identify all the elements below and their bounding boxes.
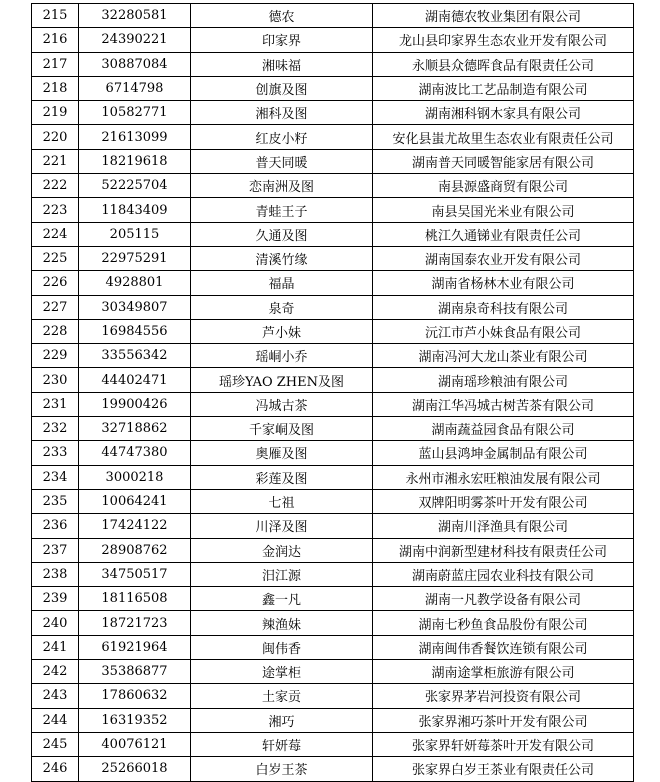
trademark-name-cell: 汨江源 — [191, 562, 373, 586]
company-name-cell: 湖南闽伟香餐饮连锁有限公司 — [373, 635, 634, 659]
trademark-name-cell: 冯城古茶 — [191, 392, 373, 416]
company-name-cell: 湖南省杨林木业有限公司 — [373, 271, 634, 295]
company-name-cell: 湖南川泽渔具有限公司 — [373, 514, 634, 538]
registration-number-cell: 32280581 — [79, 4, 191, 28]
registration-number-cell: 18116508 — [79, 587, 191, 611]
company-name-cell: 桃江久通锑业有限责任公司 — [373, 222, 634, 246]
company-name-cell: 湖南冯河大龙山茶业有限公司 — [373, 344, 634, 368]
registration-number-cell: 3000218 — [79, 465, 191, 489]
company-name-cell: 张家界湘巧茶叶开发有限公司 — [373, 708, 634, 732]
table-row — [32, 198, 634, 222]
row-number-cell: 215 — [32, 4, 79, 28]
registration-number-cell: 21613099 — [79, 125, 191, 149]
company-name-cell: 湖南七秒鱼食品股份有限公司 — [373, 611, 634, 635]
company-name-cell: 张家界轩妍莓茶叶开发有限公司 — [373, 732, 634, 756]
table-row — [32, 417, 634, 441]
registration-number-cell: 33556342 — [79, 344, 191, 368]
table-row — [32, 174, 634, 198]
row-number-cell: 245 — [32, 732, 79, 756]
company-name-cell: 蓝山县鸿坤金属制品有限公司 — [373, 441, 634, 465]
table-row — [32, 465, 634, 489]
trademark-name-cell: 久通及图 — [191, 222, 373, 246]
company-name-cell: 湖南德农牧业集团有限公司 — [373, 4, 634, 28]
trademark-name-cell: 湘味福 — [191, 52, 373, 76]
row-number-cell: 227 — [32, 295, 79, 319]
trademark-name-cell: 川泽及图 — [191, 514, 373, 538]
table-row — [32, 222, 634, 246]
row-number-cell: 226 — [32, 271, 79, 295]
table-row — [32, 514, 634, 538]
row-number-cell: 221 — [32, 149, 79, 173]
table-row — [32, 757, 634, 781]
company-name-cell: 湖南普天同暖智能家居有限公司 — [373, 149, 634, 173]
registration-number-cell: 4928801 — [79, 271, 191, 295]
trademark-name-cell: 湘科及图 — [191, 101, 373, 125]
company-name-cell: 湖南波比工艺品制造有限公司 — [373, 76, 634, 100]
table-row — [32, 708, 634, 732]
registration-number-cell: 40076121 — [79, 732, 191, 756]
row-number-cell: 244 — [32, 708, 79, 732]
registration-number-cell: 30349807 — [79, 295, 191, 319]
table-row — [32, 489, 634, 513]
trademark-name-cell: 金润达 — [191, 538, 373, 562]
trademark-name-cell: 清溪竹缘 — [191, 246, 373, 270]
company-name-cell: 永州市湘永宏旺粮油发展有限公司 — [373, 465, 634, 489]
row-number-cell: 224 — [32, 222, 79, 246]
company-name-cell: 安化县蚩尤故里生态农业有限责任公司 — [373, 125, 634, 149]
row-number-cell: 236 — [32, 514, 79, 538]
registration-number-cell: 61921964 — [79, 635, 191, 659]
table-row — [32, 392, 634, 416]
table-row — [32, 52, 634, 76]
row-number-cell: 222 — [32, 174, 79, 198]
trademark-name-cell: 芦小妹 — [191, 319, 373, 343]
row-number-cell: 237 — [32, 538, 79, 562]
company-name-cell: 张家界白岁王茶业有限责任公司 — [373, 757, 634, 781]
table-row — [32, 125, 634, 149]
registration-number-cell: 19900426 — [79, 392, 191, 416]
row-number-cell: 219 — [32, 101, 79, 125]
table-row — [32, 660, 634, 684]
trademark-name-cell: 福晶 — [191, 271, 373, 295]
company-name-cell: 湖南一凡教学设备有限公司 — [373, 587, 634, 611]
row-number-cell: 243 — [32, 684, 79, 708]
company-name-cell: 湖南蔚蓝庄园农业科技有限公司 — [373, 562, 634, 586]
table-row — [32, 28, 634, 52]
table-row — [32, 538, 634, 562]
trademark-name-cell: 千家峒及图 — [191, 417, 373, 441]
company-name-cell: 湖南泉奇科技有限公司 — [373, 295, 634, 319]
table-row — [32, 635, 634, 659]
company-name-cell: 张家界茅岩河投资有限公司 — [373, 684, 634, 708]
table-row — [32, 76, 634, 100]
row-number-cell: 216 — [32, 28, 79, 52]
registration-number-cell: 11843409 — [79, 198, 191, 222]
table-row — [32, 4, 634, 28]
registration-number-cell: 18219618 — [79, 149, 191, 173]
table-row — [32, 319, 634, 343]
row-number-cell: 240 — [32, 611, 79, 635]
registration-number-cell: 22975291 — [79, 246, 191, 270]
table-row — [32, 246, 634, 270]
company-name-cell: 龙山县印家界生态农业开发有限公司 — [373, 28, 634, 52]
row-number-cell: 241 — [32, 635, 79, 659]
registration-number-cell: 28908762 — [79, 538, 191, 562]
registration-number-cell: 10064241 — [79, 489, 191, 513]
trademark-name-cell: 辣渔妹 — [191, 611, 373, 635]
company-name-cell: 湖南湘科钢木家具有限公司 — [373, 101, 634, 125]
registration-number-cell: 16984556 — [79, 319, 191, 343]
company-name-cell: 湖南中润新型建材科技有限责任公司 — [373, 538, 634, 562]
trademark-name-cell: 白岁王茶 — [191, 757, 373, 781]
trademark-name-cell: 轩妍莓 — [191, 732, 373, 756]
table-row — [32, 684, 634, 708]
trademark-name-cell: 创旗及图 — [191, 76, 373, 100]
row-number-cell: 225 — [32, 246, 79, 270]
registration-number-cell: 34750517 — [79, 562, 191, 586]
row-number-cell: 229 — [32, 344, 79, 368]
row-number-cell: 218 — [32, 76, 79, 100]
table-row — [32, 271, 634, 295]
row-number-cell: 234 — [32, 465, 79, 489]
table-row — [32, 295, 634, 319]
trademark-table — [31, 3, 634, 782]
row-number-cell: 228 — [32, 319, 79, 343]
row-number-cell: 235 — [32, 489, 79, 513]
registration-number-cell: 52225704 — [79, 174, 191, 198]
registration-number-cell: 44402471 — [79, 368, 191, 392]
table-row — [32, 344, 634, 368]
company-name-cell: 湖南蔬益园食品有限公司 — [373, 417, 634, 441]
trademark-name-cell: 普天同暖 — [191, 149, 373, 173]
company-name-cell: 南县吴国光米业有限公司 — [373, 198, 634, 222]
trademark-name-cell: 泉奇 — [191, 295, 373, 319]
registration-number-cell: 18721723 — [79, 611, 191, 635]
trademark-name-cell: 红皮小籽 — [191, 125, 373, 149]
registration-number-cell: 24390221 — [79, 28, 191, 52]
trademark-name-cell: 途掌柜 — [191, 660, 373, 684]
trademark-name-cell: 闽伟香 — [191, 635, 373, 659]
row-number-cell: 230 — [32, 368, 79, 392]
company-name-cell: 湖南瑶珍粮油有限公司 — [373, 368, 634, 392]
table-row — [32, 562, 634, 586]
registration-number-cell: 32718862 — [79, 417, 191, 441]
trademark-name-cell: 土家贡 — [191, 684, 373, 708]
company-name-cell: 湖南国泰农业开发有限公司 — [373, 246, 634, 270]
company-name-cell: 沅江市芦小妹食品有限公司 — [373, 319, 634, 343]
row-number-cell: 238 — [32, 562, 79, 586]
trademark-name-cell: 鑫一凡 — [191, 587, 373, 611]
company-name-cell: 南县源盛商贸有限公司 — [373, 174, 634, 198]
registration-number-cell: 10582771 — [79, 101, 191, 125]
table-body — [32, 4, 634, 782]
trademark-name-cell: 瑶珍YAO ZHEN及图 — [191, 368, 373, 392]
company-name-cell: 湖南途掌柜旅游有限公司 — [373, 660, 634, 684]
trademark-name-cell: 恋南洲及图 — [191, 174, 373, 198]
registration-number-cell: 17424122 — [79, 514, 191, 538]
registration-number-cell: 16319352 — [79, 708, 191, 732]
table-row — [32, 611, 634, 635]
row-number-cell: 220 — [32, 125, 79, 149]
table-row — [32, 101, 634, 125]
table-row — [32, 441, 634, 465]
trademark-name-cell: 湘巧 — [191, 708, 373, 732]
registration-number-cell: 6714798 — [79, 76, 191, 100]
trademark-name-cell: 印家界 — [191, 28, 373, 52]
row-number-cell: 231 — [32, 392, 79, 416]
registration-number-cell: 35386877 — [79, 660, 191, 684]
row-number-cell: 246 — [32, 757, 79, 781]
table-row — [32, 368, 634, 392]
row-number-cell: 232 — [32, 417, 79, 441]
row-number-cell: 242 — [32, 660, 79, 684]
registration-number-cell: 17860632 — [79, 684, 191, 708]
trademark-name-cell: 七祖 — [191, 489, 373, 513]
row-number-cell: 233 — [32, 441, 79, 465]
company-name-cell: 永顺县众德晖食品有限责任公司 — [373, 52, 634, 76]
company-name-cell: 湖南江华冯城古树苦茶有限公司 — [373, 392, 634, 416]
table-row — [32, 587, 634, 611]
trademark-name-cell: 青蛙王子 — [191, 198, 373, 222]
trademark-name-cell: 奥雁及图 — [191, 441, 373, 465]
row-number-cell: 217 — [32, 52, 79, 76]
registration-number-cell: 30887084 — [79, 52, 191, 76]
table-row — [32, 149, 634, 173]
registration-number-cell: 205115 — [79, 222, 191, 246]
table-row — [32, 732, 634, 756]
trademark-name-cell: 瑶峒小乔 — [191, 344, 373, 368]
trademark-name-cell: 德农 — [191, 4, 373, 28]
registration-number-cell: 25266018 — [79, 757, 191, 781]
row-number-cell: 239 — [32, 587, 79, 611]
registration-number-cell: 44747380 — [79, 441, 191, 465]
company-name-cell: 双牌阳明雾茶叶开发有限公司 — [373, 489, 634, 513]
row-number-cell: 223 — [32, 198, 79, 222]
trademark-name-cell: 彩莲及图 — [191, 465, 373, 489]
